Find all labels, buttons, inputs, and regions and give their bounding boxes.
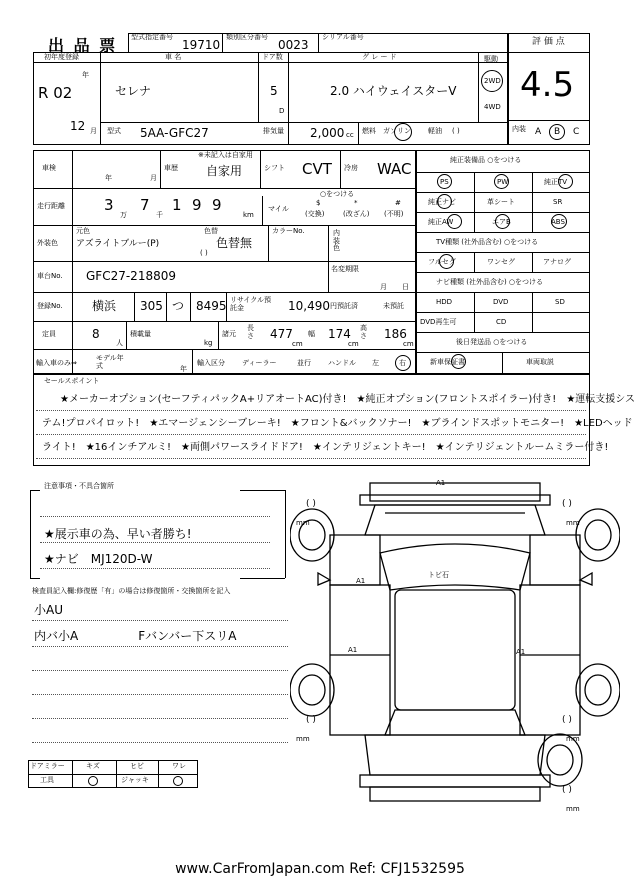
equip-tv-circle <box>558 174 573 189</box>
equip-abs-circle <box>551 214 567 229</box>
type-no-label: 型式指定番号 <box>131 33 173 41</box>
equip-navi-circle <box>437 194 452 209</box>
equip-aw: 純正AW <box>428 218 454 226</box>
grade: 2.0 ハイウェイスターV <box>330 84 457 98</box>
width-cm: cm <box>348 340 359 348</box>
handle-left: 左 <box>372 359 379 367</box>
doors-sub: D <box>279 107 285 115</box>
light-oil-value: ( ) <box>452 127 460 135</box>
reg-month: 12 <box>70 119 86 133</box>
era-label: 年 <box>82 71 89 79</box>
nav-dvd-play: DVD再生可 <box>420 318 457 326</box>
orig-color: アズライトブルー(P) <box>76 239 160 249</box>
handle-label: ハンドル <box>328 359 356 367</box>
km-label: km <box>243 211 254 219</box>
legend-break: ワレ <box>172 762 186 770</box>
after-manual: 車両取説 <box>526 358 554 366</box>
equip-abs: ABS <box>551 218 565 226</box>
name-change-day: 日 <box>402 283 409 291</box>
exchange-sym: $ <box>316 199 321 207</box>
month-label: 月 <box>90 127 97 135</box>
legend-jack-circle <box>173 776 183 786</box>
grade-label: グ レ ー ド <box>362 53 397 61</box>
diagram-windshield-mark: トビ石 <box>428 571 449 579</box>
tv-fullseg-circle <box>439 254 454 269</box>
length-label: 長さ <box>247 324 254 340</box>
notes-label: 注意事項・不具合箇所 <box>44 482 114 490</box>
after-warranty: 新車保証書 <box>430 358 465 366</box>
ac-label: 冷房 <box>344 164 358 172</box>
fuel-circle <box>394 123 412 141</box>
sheet-title: 出 品 票 <box>48 36 118 55</box>
shift: CVT <box>302 160 332 178</box>
tv-fullseg: フルセグ <box>428 258 456 266</box>
class-no: 0023 <box>278 38 309 52</box>
unknown-sym: # <box>395 199 401 207</box>
tire-bracket-rr: ( ) <box>562 715 572 725</box>
orig-color-label: 元色 <box>76 227 90 235</box>
reg-kana: つ <box>172 299 185 313</box>
height-cm: cm <box>403 340 414 348</box>
car-history-label: 車歴 <box>164 164 178 172</box>
fuel: ガソリン <box>383 127 411 135</box>
name-change-month: 月 <box>380 283 387 291</box>
sales-points-label: セールスポイント <box>44 377 100 385</box>
registration-label: 登録No. <box>37 302 63 310</box>
drive-2wd: 2WD <box>484 77 501 85</box>
handle-right: 右 <box>399 359 406 367</box>
name-change-label: 名変期限 <box>331 265 359 273</box>
sales-line-3: ライト! ★16インチアルミ! ★両側パワースライドドア! ★インテリジェントキー! ★インテリジェントルームミラー付き! <box>42 442 609 453</box>
nav-header: ナビ種類 (社外品含む) ○をつける <box>436 278 544 286</box>
after-header: 後日発送品 ○をつける <box>456 338 528 346</box>
length: 477 <box>270 327 293 341</box>
interior-a: A <box>535 127 542 137</box>
tire-bracket-spare: ( ) <box>562 785 572 795</box>
sales-line-2: テム!プロパイロット! ★エマージェンシーブレーキ! ★フロント&バックソナー! ★ブラインドスポットモニター! ★LEDヘッド <box>42 418 633 429</box>
legend-tools-circle <box>88 776 98 786</box>
handle-right-circle <box>395 355 411 371</box>
rating-score: 4.5 <box>520 65 575 105</box>
length-cm: cm <box>292 340 303 348</box>
mileage-d4: 9 <box>192 196 202 214</box>
tv-header: TV種類 (社外品含む) ○をつける <box>436 238 539 246</box>
reg-year: R 02 <box>38 84 73 102</box>
car-history: 自家用 <box>206 164 243 178</box>
displacement-label: 排気量 <box>263 127 284 135</box>
equip-ps: PS <box>440 178 449 186</box>
interior-c: C <box>573 127 580 137</box>
width: 174 <box>328 327 351 341</box>
std-equip-header: 純正装備品 ○をつける <box>450 156 522 164</box>
class-label: 類別区分番号 <box>226 33 268 41</box>
equip-ps-circle <box>437 174 452 189</box>
mileage-circle-note: ○をつける <box>320 190 355 198</box>
exchange-label: (交換) <box>305 210 325 218</box>
interior-label: 内装 <box>512 125 526 133</box>
mile-label: マイル <box>268 205 289 213</box>
tamper-sym: * <box>354 199 358 207</box>
tamper-label: (改ざん) <box>343 210 370 218</box>
tire-bracket-rl: ( ) <box>306 715 316 725</box>
footer-watermark: www.CarFromJapan.com Ref: CFJ1532595 <box>175 861 465 877</box>
interior-b: B <box>554 127 561 137</box>
mileage-d5: 9 <box>212 196 222 214</box>
height: 186 <box>384 327 407 341</box>
import-type-label: 輸入区分 <box>197 359 225 367</box>
fuel-label: 燃料 <box>362 127 376 135</box>
tire-bracket-fl: ( ) <box>306 499 316 509</box>
capacity-label: 定員 <box>42 330 56 338</box>
color-no-label: カラーNo. <box>272 227 305 235</box>
nav-cd: CD <box>496 318 507 326</box>
mileage-man: 万 <box>120 211 127 219</box>
interior-b-circle <box>549 124 565 140</box>
tire-mm-rr: mm <box>566 735 580 743</box>
equip-sr: SR <box>553 198 563 206</box>
doors: 5 <box>270 84 278 98</box>
load-label: 積載量 <box>130 330 151 338</box>
car-damage-diagram <box>290 475 620 825</box>
note-line-1: ★展示車の為、早い者勝ち! <box>44 527 192 541</box>
equip-navi: 純正ナビ <box>428 198 456 206</box>
diagram-left-mark-2: A1 <box>348 646 358 654</box>
color-paren: ( ) <box>200 249 208 257</box>
inspection-month: 月 <box>150 174 157 182</box>
legend-crack: ヒビ <box>130 762 144 770</box>
inspection-label: 車検 <box>42 164 56 172</box>
reg-number: 8495 <box>196 299 227 313</box>
after-warranty-circle <box>451 354 466 369</box>
kg-label: kg <box>204 339 213 347</box>
tv-analog: アナログ <box>543 258 571 266</box>
nav-hdd: HDD <box>436 298 453 306</box>
legend-mirror: ドアミラー <box>30 762 65 770</box>
chassis-no: GFC27-218809 <box>86 269 176 283</box>
width-label: 幅 <box>308 330 315 338</box>
diagram-right-mark: A1 <box>516 648 526 656</box>
equip-tv: 純正TV <box>544 178 568 186</box>
color-label: 外装色 <box>37 239 58 247</box>
shift-label: シフト <box>264 164 285 172</box>
cc: cc <box>346 131 354 139</box>
inspector-line-2: 内バ小A Fバンバー下スリA <box>34 629 237 643</box>
drive-4wd: 4WD <box>484 103 501 111</box>
tire-bracket-fr: ( ) <box>562 499 572 509</box>
note-line-2: ★ナビ MJ120D-W <box>44 552 153 566</box>
type-no: 19710 <box>182 38 221 52</box>
car-name-label: 車 名 <box>165 53 182 61</box>
inspector-label: 検査員記入欄:修復歴「有」の場合は修復箇所・交換箇所を記入 <box>32 587 231 595</box>
unknown-label: (不明) <box>384 210 404 218</box>
drive-label: 駆動 <box>484 55 498 63</box>
interior-color-label: 内装色 <box>333 229 340 253</box>
equip-airbag: エアB <box>492 218 511 226</box>
reg-class: 305 <box>140 299 163 313</box>
rating-label: 評 価 点 <box>532 37 565 47</box>
equip-pw: PW <box>497 178 509 186</box>
model: 5AA-GFC27 <box>140 126 209 140</box>
recycle-label: リサイクル預託金 <box>230 296 272 312</box>
model-year-unit: 年 <box>180 365 187 373</box>
sales-line-1: ★メーカーオプション(セーフティパックA+リアオートAC)付き! ★純正オプション(フロントスポイラー)付き! ★運転支援シス <box>60 394 635 405</box>
equip-pw-circle <box>494 174 509 189</box>
not-deposited-label: 未預託 <box>383 302 404 310</box>
equip-leather: 革シート <box>487 198 515 206</box>
model-label: 型式 <box>107 127 121 135</box>
reg-area: 横浜 <box>92 299 117 313</box>
serial-label: シリアル番号 <box>322 33 364 41</box>
chassis-label: 車台No. <box>37 272 63 280</box>
nav-sd: SD <box>555 298 565 306</box>
light-oil-label: 軽油 <box>428 127 442 135</box>
color-change: 色替無 <box>216 236 253 250</box>
tire-mm-spare: mm <box>566 805 580 813</box>
height-label: 高さ <box>360 324 367 340</box>
recycle-fee: 10,490 <box>288 299 330 313</box>
equip-aw-circle <box>447 214 462 229</box>
tire-mm-fl: mm <box>296 519 310 527</box>
import-label: 輸入車のみ⇒ <box>36 359 77 367</box>
nav-dvd: DVD <box>493 298 509 306</box>
model-year-label: モデル年式 <box>96 354 124 370</box>
deposit-label: 円預託済 <box>330 302 358 310</box>
car-name: セレナ <box>115 84 152 98</box>
private-note: ※未記入は自家用 <box>198 151 253 159</box>
tv-oneseg: ワンセグ <box>487 258 515 266</box>
displacement: 2,000 <box>310 126 345 140</box>
first-reg-label: 初年度登録 <box>44 53 79 61</box>
mileage-label: 走行距離 <box>37 202 65 210</box>
dealer-option: ディーラー <box>242 359 277 367</box>
legend-jack: ジャッキ <box>121 776 149 784</box>
parallel-option: 並行 <box>297 359 311 367</box>
mileage-d3: 1 <box>172 196 182 214</box>
tire-mm-rl: mm <box>296 735 310 743</box>
mileage-d2: 7 <box>140 196 150 214</box>
inspector-line-1: 小AU <box>34 603 63 617</box>
equip-airbag-circle <box>495 214 510 229</box>
mileage-d1: 3 <box>104 196 114 214</box>
mileage-sen: 千 <box>156 211 163 219</box>
inspection-year: 年 <box>105 174 112 182</box>
capacity-unit: 人 <box>116 339 123 347</box>
legend-tools: 工具 <box>40 776 54 784</box>
legend-scratch: キズ <box>86 762 100 770</box>
diagram-left-mark: A1 <box>356 577 366 585</box>
drive-2wd-circle <box>481 70 503 92</box>
diagram-front-mark: A1 <box>436 479 446 487</box>
doors-label: ドア数 <box>262 53 283 61</box>
dim-label: 諸元 <box>222 330 236 338</box>
capacity: 8 <box>92 327 100 341</box>
tire-mm-fr: mm <box>566 519 580 527</box>
ac: WAC <box>377 160 412 178</box>
color-change-label: 色替 <box>204 227 218 235</box>
